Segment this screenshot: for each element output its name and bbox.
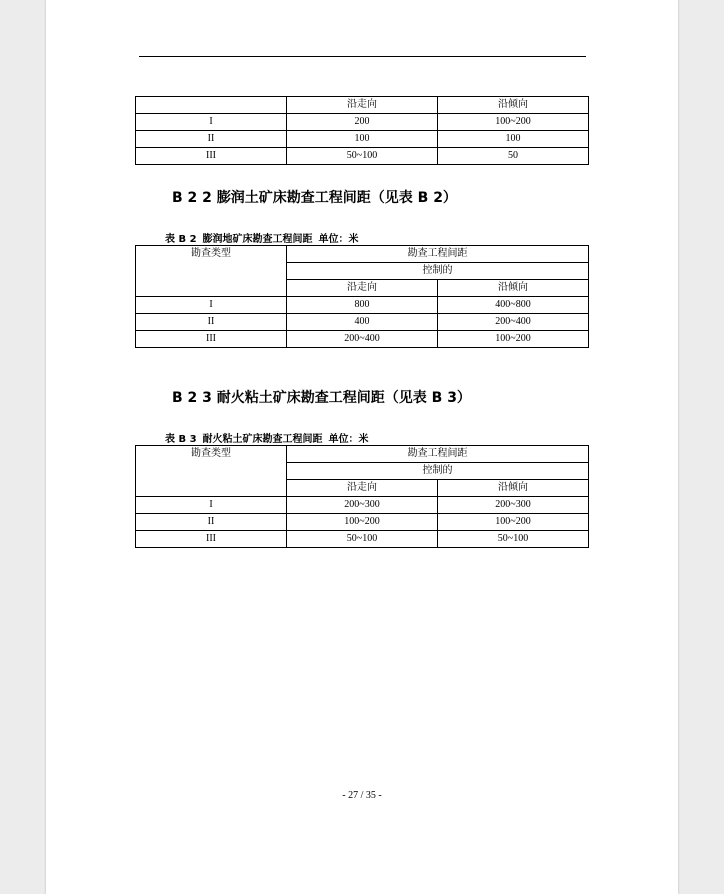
table-cell: II: [136, 131, 287, 148]
header-cell-control: 控制的: [287, 263, 589, 280]
table-b2: [135, 245, 589, 348]
header-cell-strike: 沿走向: [287, 280, 438, 297]
table-row: [136, 531, 589, 548]
table-cell: III: [136, 148, 287, 165]
header-cell-strike: 沿走向: [287, 480, 438, 497]
table-cell: 100~200: [287, 514, 438, 531]
table-cell: 50~100: [287, 148, 438, 165]
table-cell: 200~400: [287, 331, 438, 348]
table-cell: II: [136, 514, 287, 531]
table-cell: 200~300: [287, 497, 438, 514]
table-cell: 50: [438, 148, 589, 165]
table-cell: 800: [287, 297, 438, 314]
table-cell: III: [136, 331, 287, 348]
table-header-row: [136, 246, 589, 263]
header-cell-type: 勘查类型: [136, 246, 287, 297]
header-cell-type: 勘查类型: [136, 446, 287, 497]
table-cell: I: [136, 497, 287, 514]
table-cell: 50~100: [438, 531, 589, 548]
header-cell-control: 控制的: [287, 463, 589, 480]
table-cell: 100~200: [438, 331, 589, 348]
table-b1: [135, 96, 589, 165]
header-cell-spacing: 勘查工程间距: [287, 246, 589, 263]
header-cell-dip: 沿倾向: [438, 280, 589, 297]
table-row: [136, 114, 589, 131]
table-cell: III: [136, 531, 287, 548]
section-heading-b23: B 2 3 耐火粘土矿床勘查工程间距（见表 B 3）: [172, 390, 471, 406]
section-heading-b22: B 2 2 膨润土矿床勘查工程间距（见表 B 2）: [172, 190, 457, 206]
table-row: [136, 131, 589, 148]
table-cell: 200: [287, 114, 438, 131]
table-cell: II: [136, 314, 287, 331]
table-row: [136, 148, 589, 165]
page-number: - 27 / 35 -: [342, 790, 382, 801]
table-cell: I: [136, 114, 287, 131]
table-row: [136, 297, 589, 314]
caption-unit: 单位：米: [318, 234, 359, 245]
table-cell: 100~200: [438, 514, 589, 531]
caption-unit: 单位：米: [328, 434, 369, 445]
table-caption-b2: [165, 230, 365, 245]
caption-title: 耐火粘土矿床勘查工程间距: [202, 434, 323, 445]
table-cell: 100~200: [438, 114, 589, 131]
table-row: [136, 514, 589, 531]
header-cell: 沿走向: [287, 97, 438, 114]
header-cell-dip: 沿倾向: [438, 480, 589, 497]
table-row: [136, 331, 589, 348]
table-caption-b3: [165, 430, 375, 445]
caption-label: 表 B 3: [165, 434, 197, 445]
table-cell: 100: [438, 131, 589, 148]
table-cell: 200~400: [438, 314, 589, 331]
table-header-row: [136, 446, 589, 463]
table-cell: 100: [287, 131, 438, 148]
document-page: [46, 0, 678, 894]
header-rule: [139, 56, 586, 57]
header-cell: [136, 97, 287, 114]
table-row: [136, 497, 589, 514]
table-row: [136, 314, 589, 331]
table-cell: 400: [287, 314, 438, 331]
table-cell: 200~300: [438, 497, 589, 514]
header-cell-spacing: 勘查工程间距: [287, 446, 589, 463]
table-cell: 400~800: [438, 297, 589, 314]
header-cell: 沿倾向: [438, 97, 589, 114]
table-header-row: [136, 97, 589, 114]
caption-label: 表 B 2: [165, 234, 197, 245]
table-cell: I: [136, 297, 287, 314]
table-b3: [135, 445, 589, 548]
table-cell: 50~100: [287, 531, 438, 548]
caption-title: 膨润地矿床勘查工程间距: [202, 234, 313, 245]
